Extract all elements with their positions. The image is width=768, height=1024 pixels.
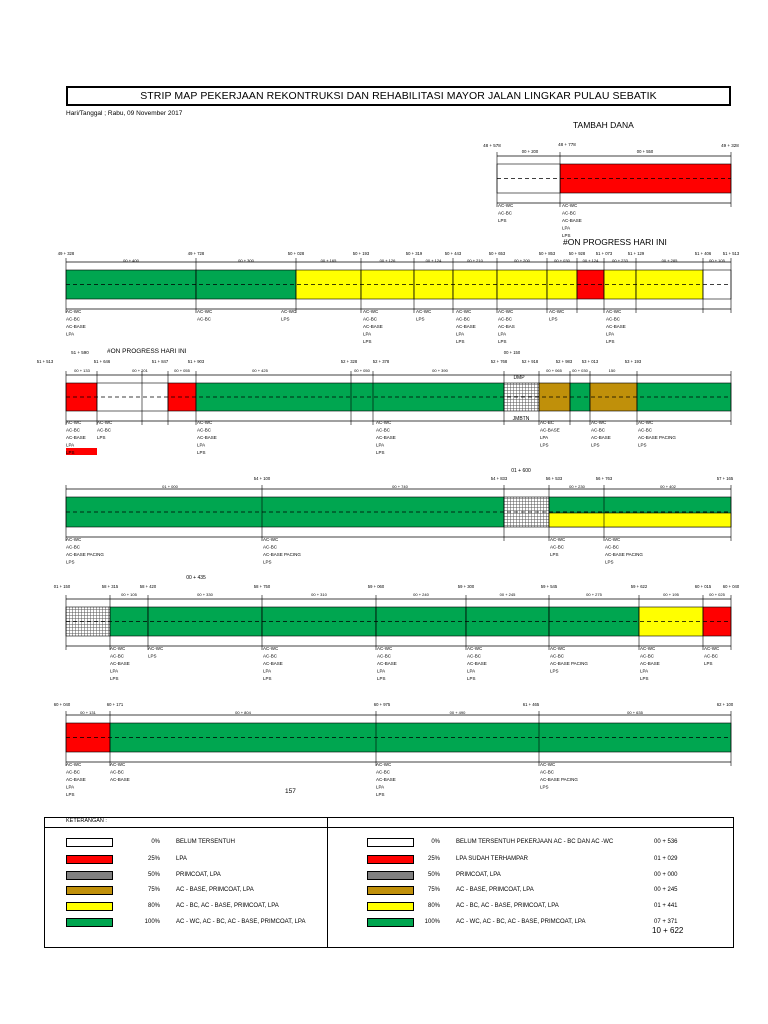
legend-swatch <box>66 871 113 880</box>
note-label: AC-WC <box>605 537 621 542</box>
note-label: LPA <box>110 668 119 674</box>
note-label: AC-BC <box>456 316 471 322</box>
note-label: AC-WC <box>540 762 556 767</box>
station-label: 50 + 193 <box>352 251 370 256</box>
note-label: AC-BASE <box>377 661 397 666</box>
note-label: AC-BASE <box>376 777 396 782</box>
note-label: AC-BASE PACING <box>638 435 676 440</box>
note-label: LPS <box>550 552 559 557</box>
note-label: LPS <box>416 316 425 322</box>
note-label: AC-BASE <box>110 661 130 666</box>
date-label: Hari/Tanggal ; Rabu, 09 November 2017 <box>66 110 183 117</box>
station-label: 56 + 533 <box>545 476 563 481</box>
station-label: 51 + 513 <box>36 359 54 364</box>
legend-percent: 25% <box>427 856 440 862</box>
note-label: AC-WC <box>562 203 578 208</box>
jmbtn-label: JMBTN <box>512 416 530 422</box>
station-label: 150 <box>608 368 616 373</box>
legend-value: 01 + 441 <box>654 903 678 909</box>
legend-swatch <box>367 838 414 847</box>
note-label: AC-BC <box>66 544 81 550</box>
note-label: AC-WC <box>110 762 126 767</box>
note-label: AC-BC <box>377 653 392 659</box>
station-label: 50 + 928 <box>568 251 586 256</box>
station-label: 00 + 055 <box>174 368 190 373</box>
station-label: 60 + 171 <box>106 702 124 707</box>
legend-percent: 50% <box>427 872 440 878</box>
note-label: AC-BASE <box>591 435 611 440</box>
note-label: AC-BC <box>498 210 513 216</box>
station-label: 00 + 425 <box>252 368 268 373</box>
legend-percent: 50% <box>147 872 160 878</box>
note-label: AC-WC <box>197 309 213 314</box>
note-label: LPS <box>66 559 75 565</box>
station-label: 00 + 165 <box>320 258 337 263</box>
note-label: LPS <box>197 450 206 455</box>
station-label: 52 + 983 <box>555 359 573 364</box>
note-label: AC-WC <box>376 420 392 425</box>
note-label: AC-WC <box>66 537 82 542</box>
station-label: 01 + 150 <box>53 584 71 589</box>
note-label: AC-WC <box>606 309 622 314</box>
note-label: LPS <box>605 559 614 565</box>
note-label: AC-WC <box>97 420 113 425</box>
legend-header-line <box>44 827 734 828</box>
legend-label: BELUM TERSENTUH PEKERJAAN AC - BC DAN AC -WC <box>456 839 614 845</box>
station-label: 00 + 150 <box>503 350 521 355</box>
note-label: AC-BC <box>550 653 565 659</box>
note-label: AC-WC <box>281 309 297 314</box>
station-label: 50 + 653 <box>488 251 506 256</box>
station-label: 00 + 025 <box>709 592 725 597</box>
station-label: 53 + 193 <box>624 359 642 364</box>
station-label: 60 + 040 <box>722 584 740 589</box>
note-label: AC-BC <box>550 544 565 550</box>
note-label: AC-BASE <box>540 427 560 433</box>
legend-swatch <box>66 838 113 847</box>
station-label: 51 + 073 <box>595 251 613 256</box>
station-label: 51 + 129 <box>627 251 645 256</box>
station-label: 00 + 030 <box>572 368 588 373</box>
legend-value: 00 + 536 <box>654 839 678 845</box>
note-label: AC-BASE <box>606 324 626 329</box>
station-label: 54 + 100 <box>253 476 271 481</box>
station-label: 59 + 300 <box>457 584 475 589</box>
dmp-label: DMP <box>513 375 525 381</box>
station-label: 59 + 060 <box>367 584 385 589</box>
on-progress-label-small: #ON PROGRESS HARI INI <box>107 348 187 355</box>
legend-percent: 80% <box>147 903 160 909</box>
note-label: LPS <box>66 792 75 797</box>
legend-percent: 25% <box>147 856 160 862</box>
note-label: LPS <box>456 339 465 344</box>
note-label: AC-BC <box>66 427 81 433</box>
note-label: AC-BASE <box>456 324 476 329</box>
note-label: LPA <box>498 331 507 337</box>
note-label: AC-BC <box>263 653 278 659</box>
station-label: 52 + 378 <box>372 359 390 364</box>
station-label: 50 + 853 <box>538 251 556 256</box>
station-label: 52 + 768 <box>490 359 508 364</box>
note-label: AC-BASE <box>197 435 217 440</box>
note-label: AC-BC <box>498 316 513 322</box>
station-label: 00 + 124 <box>425 258 442 263</box>
legend-label: AC - BC, AC - BASE, PRIMCOAT, LPA <box>456 903 559 909</box>
note-label: AC-WC <box>456 309 472 314</box>
note-label: LPA <box>363 331 372 337</box>
note-label: AC-WC <box>550 537 566 542</box>
station-label: 54 + 833 <box>490 476 508 481</box>
legend-swatch <box>367 886 414 895</box>
note-label: LPA <box>467 668 476 674</box>
note-label: AC-BC <box>540 769 555 775</box>
note-label: AC-BC <box>605 544 620 550</box>
station-label: 00 + 330 <box>197 592 213 597</box>
station-label: 00 + 133 <box>74 368 90 373</box>
note-label: LPA <box>376 784 385 790</box>
station-label: 00 + 804 <box>235 710 251 715</box>
station-label: 58 + 750 <box>253 584 271 589</box>
legend-value: 00 + 000 <box>654 872 678 878</box>
note-label: AC-BASE <box>66 777 86 782</box>
station-label: 50 + 028 <box>287 251 305 256</box>
station-label: 00 + 030 <box>554 258 570 263</box>
station-label: 00 + 435 <box>186 575 206 581</box>
station-label: 51 + 513 <box>722 251 740 256</box>
legend-label: AC - BC, AC - BASE, PRIMCOAT, LPA <box>176 903 279 909</box>
legend-percent: 75% <box>427 887 440 893</box>
note-label: AC-BASE <box>640 661 660 666</box>
station-label: 49 + 328 <box>721 143 739 148</box>
legend-swatch <box>66 855 113 864</box>
station-label: 59 + 622 <box>630 584 648 589</box>
legend-swatch <box>367 902 414 911</box>
station-label: 00 + 402 <box>660 484 676 489</box>
legend-label: PRIMCOAT, LPA <box>456 872 501 878</box>
note-label: LPS <box>363 339 372 344</box>
note-label: LPS <box>540 442 549 448</box>
note-label: AC-BASE PACING <box>263 552 301 557</box>
note-label: AC-WC <box>638 420 654 425</box>
legend-title: KETERANGAN : <box>66 818 107 824</box>
note-label: AC-WC <box>197 420 213 425</box>
station-label: 00 + 285 <box>661 258 678 263</box>
note-label: LPS <box>263 559 272 565</box>
station-label: 00 + 124 <box>582 258 599 263</box>
note-label: AC-BASE PACING <box>550 661 588 666</box>
legend-percent: 0% <box>151 839 160 845</box>
station-label: 00 + 240 <box>413 592 429 597</box>
station-label: 51 + 590 <box>71 350 89 355</box>
note-label: LPS <box>148 653 157 659</box>
note-label: AC-WC <box>66 309 82 314</box>
note-label: AC-BC <box>562 210 577 216</box>
station-label: 49 + 728 <box>187 251 205 256</box>
note-label: LPA <box>376 442 385 448</box>
note-label: LPS <box>263 676 272 681</box>
note-label: AC-WC <box>263 646 279 651</box>
station-label: 57 + 165 <box>716 476 734 481</box>
note-label: LPS <box>606 339 615 344</box>
legend-label: AC - BASE, PRIMCOAT, LPA <box>456 887 534 893</box>
note-label: LPA <box>377 668 386 674</box>
note-label: LPA <box>66 442 75 448</box>
note-label: AC-BC <box>110 769 125 775</box>
note-label: AC-BC <box>197 427 212 433</box>
station-label: 00 + 635 <box>627 710 643 715</box>
note-label: AC-BASE <box>263 661 283 666</box>
note-label: AC-WC <box>363 309 379 314</box>
station-label: 00 + 550 <box>636 149 654 154</box>
note-label: AC-BASE PACING <box>605 552 643 557</box>
note-label: LPS <box>376 450 385 455</box>
note-label: LPS <box>591 442 600 448</box>
legend-label: AC - WC, AC - BC, AC - BASE, PRIMCOAT, LPA <box>176 919 306 925</box>
legend-swatch <box>66 918 113 927</box>
note-label: AC-WC <box>498 203 514 208</box>
legend-label: LPA <box>176 856 187 862</box>
legend-percent: 0% <box>431 839 440 845</box>
note-label: LPS <box>377 676 386 681</box>
note-label: LPS <box>540 784 549 790</box>
station-label: 52 + 918 <box>521 359 539 364</box>
note-label: AC-WC <box>591 420 607 425</box>
station-label: 00 + 245 <box>499 592 516 597</box>
page-number: 157 <box>285 788 296 795</box>
note-label: LPS <box>498 218 507 223</box>
note-label: AC-BASE <box>110 777 130 782</box>
legend-percent: 80% <box>427 903 440 909</box>
station-label: 48 + 578 <box>483 143 501 148</box>
note-label: AC-BC <box>376 769 391 775</box>
note-label: AC-BASE <box>363 324 383 329</box>
note-label: AC-BC <box>363 316 378 322</box>
station-label: 58 + 315 <box>101 584 119 589</box>
note-label: AC-BAS <box>498 324 515 329</box>
note-label: LPS <box>66 450 75 455</box>
note-label: AC-BASE <box>467 661 487 666</box>
station-label: 53 + 013 <box>581 359 599 364</box>
legend-label: BELUM TERSENTUH <box>176 839 235 845</box>
station-label: 00 + 210 <box>467 258 483 263</box>
note-label: LPA <box>66 784 75 790</box>
note-label: AC-BC <box>66 316 81 322</box>
station-label: 00 + 050 <box>354 368 370 373</box>
note-label: AC-BC <box>704 653 719 659</box>
station-label: 00 + 201 <box>132 368 148 373</box>
station-label: 49 + 328 <box>57 251 75 256</box>
note-label: AC-WC <box>416 309 432 314</box>
station-label: 01 + 000 <box>162 484 178 489</box>
legend-swatch <box>66 886 113 895</box>
note-label: LPS <box>550 668 559 674</box>
note-label: LPS <box>562 233 571 238</box>
note-label: AC-BASE <box>562 218 582 223</box>
note-label: LPA <box>540 435 549 440</box>
note-label: LPA <box>197 442 206 448</box>
note-label: AC-WC <box>377 646 393 651</box>
station-label: 00 + 300 <box>238 258 254 263</box>
note-label: LPS <box>704 661 713 666</box>
station-label: 00 + 490 <box>449 710 466 715</box>
note-label: AC-WC <box>550 646 566 651</box>
station-label: 00 + 105 <box>709 258 725 263</box>
legend-label: PRIMCOAT, LPA <box>176 872 221 878</box>
note-label: LPA <box>606 331 615 337</box>
note-label: AC-BC <box>197 316 212 322</box>
note-label: AC-BASE PACING <box>66 552 104 557</box>
station-label: 51 + 406 <box>694 251 712 256</box>
station-label: 00 + 200 <box>521 149 539 154</box>
page-title: STRIP MAP PEKERJAAN REKONTRUKSI DAN REHABILITASI MAYOR JALAN LINGKAR PULAU SEBATIK <box>66 86 731 106</box>
station-label: 00 + 195 <box>663 592 679 597</box>
note-label: LPS <box>110 676 119 681</box>
station-label: 00 + 230 <box>569 484 585 489</box>
legend-label: AC - BASE, PRIMCOAT, LPA <box>176 887 254 893</box>
legend-percent: 100% <box>424 919 440 925</box>
legend-swatch <box>367 855 414 864</box>
station-label: 60 + 040 <box>53 702 71 707</box>
note-label: AC-BC <box>110 653 125 659</box>
legend-value: 00 + 245 <box>654 887 678 893</box>
legend-label: AC - WC, AC - BC, AC - BASE, PRIMCOAT, LPA <box>456 919 586 925</box>
station-label: 62 + 100 <box>716 702 734 707</box>
note-label: LPS <box>549 316 558 322</box>
station-label: 48 + 778 <box>558 142 576 147</box>
note-label: AC-BC <box>606 316 621 322</box>
station-label: 61 + 465 <box>522 702 540 707</box>
note-label: AC-BASE <box>376 435 396 440</box>
note-label: LPS <box>376 792 385 797</box>
station-label: 60 + 015 <box>694 584 712 589</box>
note-label: AC-WC <box>66 420 82 425</box>
station-label: 50 + 443 <box>444 251 462 256</box>
note-label: AC-BASE PACING <box>540 777 578 782</box>
total-value: 10 + 622 <box>652 926 684 935</box>
note-label: LPS <box>498 339 507 344</box>
note-label: AC-BASE <box>66 435 86 440</box>
station-label: 00 + 200 <box>514 258 530 263</box>
station-label: 52 + 328 <box>340 359 358 364</box>
note-label: AC-BC <box>97 427 112 433</box>
legend-percent: 100% <box>144 919 160 925</box>
note-label: AC-BC <box>467 653 482 659</box>
note-label: LPS <box>638 442 647 448</box>
note-label: AC-BC <box>640 653 655 659</box>
note-label: AC-WC <box>148 646 164 651</box>
note-label: AC-WC <box>704 646 720 651</box>
note-label: AC-WC <box>549 309 565 314</box>
note-label: LPA <box>66 331 75 337</box>
note-label: AC-WC <box>467 646 483 651</box>
note-label: AC-WC <box>376 762 392 767</box>
note-label: LPS <box>97 435 106 440</box>
note-label: AC-WC <box>110 646 126 651</box>
station-label: 00 + 105 <box>121 592 137 597</box>
note-label: AC-WC <box>263 537 279 542</box>
note-label: AC-BC <box>66 769 81 775</box>
legend-percent: 75% <box>147 887 160 893</box>
station-label: 50 + 319 <box>405 251 423 256</box>
station-label: 00 + 065 <box>546 368 562 373</box>
note-label: LPS <box>467 676 476 681</box>
note-label: AC-BASE <box>66 324 86 329</box>
note-label: LPA <box>640 668 649 674</box>
station-label: 00 + 390 <box>432 368 448 373</box>
legend-label: LPA SUDAH TERHAMPAR <box>456 856 529 862</box>
note-label: AC-WC <box>498 309 514 314</box>
legend-swatch <box>367 871 414 880</box>
legend-box <box>44 817 734 948</box>
legend-value: 07 + 371 <box>654 919 678 925</box>
note-label: LPA <box>263 668 272 674</box>
station-label: 59 + 545 <box>540 584 558 589</box>
note-label: AC-BC <box>376 427 391 433</box>
station-label: 01 + 600 <box>511 468 531 474</box>
station-label: 60 + 975 <box>373 702 391 707</box>
station-label: 00 + 126 <box>379 258 396 263</box>
station-label: 00 + 400 <box>123 258 139 263</box>
on-progress-label: #ON PROGRESS HARI INI <box>563 237 667 247</box>
note-label: AC-BC <box>638 427 653 433</box>
note-label: AC-WC <box>640 646 656 651</box>
station-label: 51 + 646 <box>93 359 111 364</box>
note-label: LPA <box>456 331 465 337</box>
station-label: 00 + 310 <box>311 592 327 597</box>
note-label: LPS <box>640 676 649 681</box>
note-label: AC-BC <box>263 544 278 550</box>
note-label: LPA <box>562 225 571 231</box>
station-label: 51 + 847 <box>151 359 169 364</box>
station-label: 00 + 740 <box>392 484 408 489</box>
strip-segment <box>196 270 296 299</box>
legend-value: 01 + 029 <box>654 856 678 862</box>
note-label: AC-WC <box>66 762 82 767</box>
station-label: 00 + 131 <box>80 710 96 715</box>
yellow-lane <box>549 513 731 527</box>
strip-segment <box>110 723 731 752</box>
station-label: 56 + 763 <box>595 476 613 481</box>
note-label: AC-BC <box>591 427 606 433</box>
legend-swatch <box>66 902 113 911</box>
station-label: 00 + 275 <box>586 592 602 597</box>
station-label: 58 + 420 <box>139 584 157 589</box>
station-label: 00 + 233 <box>612 258 628 263</box>
note-label: AC-BC <box>540 420 555 425</box>
tambah-dana-label: TAMBAH DANA <box>573 120 634 130</box>
note-label: LPS <box>281 316 290 322</box>
legend-swatch <box>367 918 414 927</box>
station-label: 51 + 903 <box>187 359 205 364</box>
legend-divider <box>327 817 328 948</box>
